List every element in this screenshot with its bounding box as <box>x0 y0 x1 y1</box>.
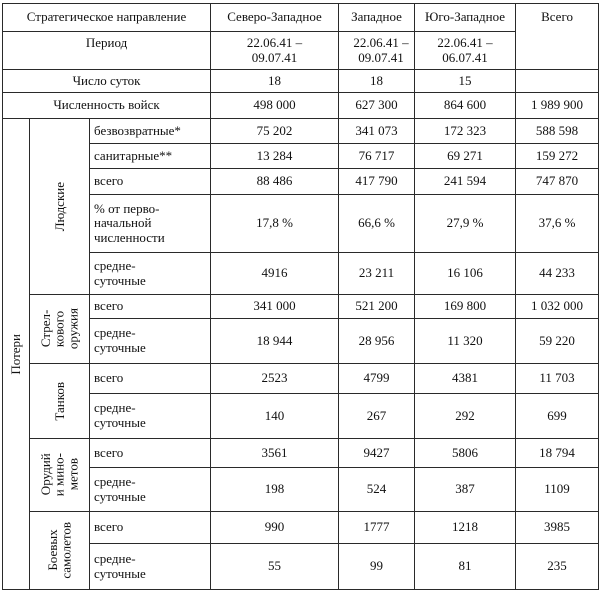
direction-header: Стратегическое направление <box>3 4 211 32</box>
value-northwest: 75 202 <box>211 119 339 144</box>
metric-label: всего <box>94 173 124 189</box>
value-northwest: 3561 <box>211 439 339 468</box>
metric-label: всего <box>94 519 124 535</box>
front-header-west: Западное <box>339 4 415 32</box>
strength-total: 1 989 900 <box>516 93 599 119</box>
strength-northwest: 498 000 <box>211 93 339 119</box>
group-label-guns-mortars: Орудий и мино- метов <box>38 453 81 497</box>
value-northwest: 140 <box>211 394 339 439</box>
period-west-text: 22.06.41 – 09.07.41 <box>353 34 409 65</box>
metric-label-cell <box>90 439 211 468</box>
value-southwest: 69 271 <box>415 144 516 169</box>
losses-row <box>3 295 599 319</box>
strength-label: Численность войск <box>3 93 211 119</box>
days-label: Число суток <box>3 70 211 93</box>
value-west: 28 956 <box>339 319 415 364</box>
metric-label-cell <box>90 169 211 195</box>
value-west: 23 211 <box>339 253 415 295</box>
metric-label: средне- суточные <box>94 400 146 430</box>
value-total: 1109 <box>516 468 599 512</box>
metric-label-cell <box>90 364 211 394</box>
losses-row <box>3 394 599 439</box>
header-row <box>3 4 599 32</box>
value-southwest: 27,9 % <box>415 195 516 253</box>
value-west: 9427 <box>339 439 415 468</box>
metric-label: безвозвратные* <box>94 122 181 138</box>
losses-label: Потери <box>8 333 24 375</box>
days-total-empty <box>516 70 599 93</box>
front-header-northwest: Северо-Западное <box>211 4 339 32</box>
value-northwest: 18 944 <box>211 319 339 364</box>
strength-west: 627 300 <box>339 93 415 119</box>
value-west: 417 790 <box>339 169 415 195</box>
group-label-aircraft: Боевых самолетов <box>44 522 74 579</box>
metric-label-cell <box>90 119 211 144</box>
group-label-small-arms: Стрел- кового оружия <box>38 308 81 350</box>
losses-row <box>3 169 599 195</box>
losses-row <box>3 253 599 295</box>
days-southwest: 15 <box>415 70 516 93</box>
metric-label: всего <box>94 370 124 386</box>
front-header-southwest: Юго-Западное <box>415 4 516 32</box>
value-northwest: 4916 <box>211 253 339 295</box>
value-west: 4799 <box>339 364 415 394</box>
metric-label-cell <box>90 195 211 253</box>
value-west: 341 073 <box>339 119 415 144</box>
metric-label: всего <box>94 298 124 314</box>
value-northwest: 2523 <box>211 364 339 394</box>
value-total: 59 220 <box>516 319 599 364</box>
value-west: 521 200 <box>339 295 415 319</box>
value-west: 76 717 <box>339 144 415 169</box>
group-label-people: Людские <box>51 181 67 232</box>
losses-row <box>3 144 599 169</box>
group-label-cell-people <box>30 119 90 295</box>
value-northwest: 198 <box>211 468 339 512</box>
group-label-cell-small-arms <box>30 295 90 364</box>
value-northwest: 88 486 <box>211 169 339 195</box>
days-west: 18 <box>339 70 415 93</box>
metric-label-cell <box>90 144 211 169</box>
metric-label: средне- суточные <box>94 257 146 288</box>
value-total: 235 <box>516 544 599 590</box>
metric-label-cell <box>90 468 211 512</box>
value-southwest: 11 320 <box>415 319 516 364</box>
value-total: 44 233 <box>516 253 599 295</box>
metric-label: средне- суточные <box>94 550 146 581</box>
value-southwest: 5806 <box>415 439 516 468</box>
period-west <box>339 32 415 70</box>
strength-southwest: 864 600 <box>415 93 516 119</box>
metric-label-cell <box>90 319 211 364</box>
value-northwest: 13 284 <box>211 144 339 169</box>
value-southwest: 292 <box>415 394 516 439</box>
value-total: 3985 <box>516 512 599 544</box>
losses-label-cell <box>3 119 30 590</box>
period-northwest <box>211 32 339 70</box>
value-northwest: 55 <box>211 544 339 590</box>
value-southwest: 172 323 <box>415 119 516 144</box>
losses-row <box>3 364 599 394</box>
metric-label: % от перво- начальной численности <box>94 200 165 245</box>
days-northwest: 18 <box>211 70 339 93</box>
period-southwest <box>415 32 516 70</box>
value-west: 99 <box>339 544 415 590</box>
value-west: 1777 <box>339 512 415 544</box>
value-total: 18 794 <box>516 439 599 468</box>
period-southwest-text: 22.06.41 – 06.07.41 <box>437 34 493 65</box>
value-west: 267 <box>339 394 415 439</box>
strength-row <box>3 93 599 119</box>
value-southwest: 241 594 <box>415 169 516 195</box>
losses-row <box>3 119 599 144</box>
losses-body <box>3 119 599 590</box>
metric-label: средне- суточные <box>94 473 146 504</box>
value-northwest: 990 <box>211 512 339 544</box>
group-label-tanks: Танков <box>51 381 67 421</box>
group-label-cell-guns-mortars <box>30 439 90 512</box>
value-northwest: 17,8 % <box>211 195 339 253</box>
metric-label: всего <box>94 444 124 460</box>
value-total: 37,6 % <box>516 195 599 253</box>
period-label: Период <box>3 32 211 70</box>
losses-row <box>3 195 599 253</box>
period-northwest-text: 22.06.41 – 09.07.41 <box>246 34 303 65</box>
value-total: 588 598 <box>516 119 599 144</box>
metric-label-cell <box>90 394 211 439</box>
metric-label-cell <box>90 512 211 544</box>
value-total: 699 <box>516 394 599 439</box>
total-header: Всего <box>516 4 599 70</box>
value-total: 11 703 <box>516 364 599 394</box>
value-west: 66,6 % <box>339 195 415 253</box>
value-southwest: 81 <box>415 544 516 590</box>
metric-label: средне- суточные <box>94 325 146 355</box>
days-row <box>3 70 599 93</box>
losses-row <box>3 544 599 590</box>
value-southwest: 1218 <box>415 512 516 544</box>
value-northwest: 341 000 <box>211 295 339 319</box>
value-southwest: 4381 <box>415 364 516 394</box>
value-southwest: 169 800 <box>415 295 516 319</box>
value-total: 1 032 000 <box>516 295 599 319</box>
period-row <box>3 32 599 70</box>
group-label-cell-tanks <box>30 364 90 439</box>
metric-label-cell <box>90 253 211 295</box>
losses-row <box>3 319 599 364</box>
value-west: 524 <box>339 468 415 512</box>
losses-table <box>2 3 599 590</box>
value-southwest: 387 <box>415 468 516 512</box>
metric-label: санитарные** <box>94 147 173 163</box>
losses-row <box>3 512 599 544</box>
value-southwest: 16 106 <box>415 253 516 295</box>
value-total: 159 272 <box>516 144 599 169</box>
metric-label-cell <box>90 544 211 590</box>
group-label-cell-aircraft <box>30 512 90 590</box>
losses-row <box>3 468 599 512</box>
metric-label-cell <box>90 295 211 319</box>
losses-row <box>3 439 599 468</box>
value-total: 747 870 <box>516 169 599 195</box>
